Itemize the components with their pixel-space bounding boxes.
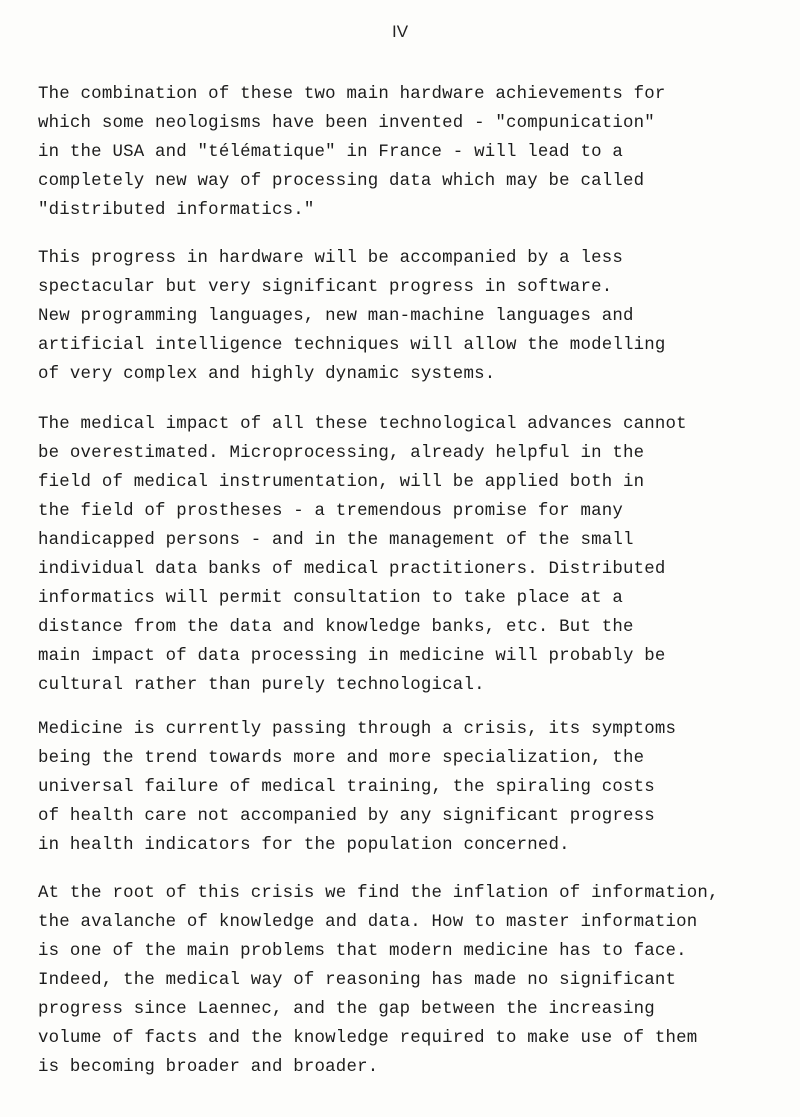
text-line: Medicine is currently passing through a crisis, its symptoms: [38, 720, 677, 739]
text-line: At the root of this crisis we find the inflation of information,: [38, 884, 719, 903]
paragraph-compunication: [38, 80, 798, 225]
text-line: is one of the main problems that modern medicine has to face.: [38, 942, 687, 961]
text-line: The combination of these two main hardware achievements for: [38, 85, 666, 104]
text-line: handicapped persons - and in the management of the small: [38, 531, 634, 550]
paragraph-information-inflation: [38, 879, 798, 1082]
text-line: of health care not accompanied by any significant progress: [38, 807, 655, 826]
text-line: in the USA and "télématique" in France - will lead to a: [38, 143, 623, 162]
text-line: which some neologisms have been invented - "compunication": [38, 114, 655, 133]
text-line: Indeed, the medical way of reasoning has made no significant: [38, 971, 677, 990]
text-line: cultural rather than purely technological.: [38, 676, 485, 695]
text-line: being the trend towards more and more specialization, the: [38, 749, 645, 768]
text-line: of very complex and highly dynamic systems.: [38, 365, 496, 384]
text-line: universal failure of medical training, the spiraling costs: [38, 778, 655, 797]
text-line: spectacular but very significant progress in software.: [38, 278, 613, 297]
text-line: artificial intelligence techniques will allow the modelling: [38, 336, 666, 355]
text-line: individual data banks of medical practitioners. Distributed: [38, 560, 666, 579]
text-line: progress since Laennec, and the gap between the increasing: [38, 1000, 655, 1019]
text-line: distance from the data and knowledge banks, etc. But the: [38, 618, 634, 637]
paragraph-software-progress: [38, 244, 798, 389]
text-line: "distributed informatics.": [38, 201, 315, 220]
page-number: IV: [391, 22, 409, 41]
paragraph-medicine-crisis: [38, 715, 798, 860]
text-line: New programming languages, new man-machine languages and: [38, 307, 634, 326]
text-line: the avalanche of knowledge and data. How to master information: [38, 913, 698, 932]
text-line: the field of prostheses - a tremendous promise for many: [38, 502, 623, 521]
text-line: completely new way of processing data which may be called: [38, 172, 645, 191]
text-line: be overestimated. Microprocessing, already helpful in the: [38, 444, 645, 463]
text-line: informatics will permit consultation to take place at a: [38, 589, 623, 608]
text-line: main impact of data processing in medicine will probably be: [38, 647, 666, 666]
text-line: in health indicators for the population concerned.: [38, 836, 570, 855]
text-line: The medical impact of all these technological advances cannot: [38, 415, 687, 434]
text-line: is becoming broader and broader.: [38, 1058, 379, 1077]
text-line: This progress in hardware will be accompanied by a less: [38, 249, 623, 268]
text-line: volume of facts and the knowledge required to make use of them: [38, 1029, 698, 1048]
text-line: field of medical instrumentation, will be applied both in: [38, 473, 645, 492]
paragraph-medical-impact: [38, 410, 798, 700]
